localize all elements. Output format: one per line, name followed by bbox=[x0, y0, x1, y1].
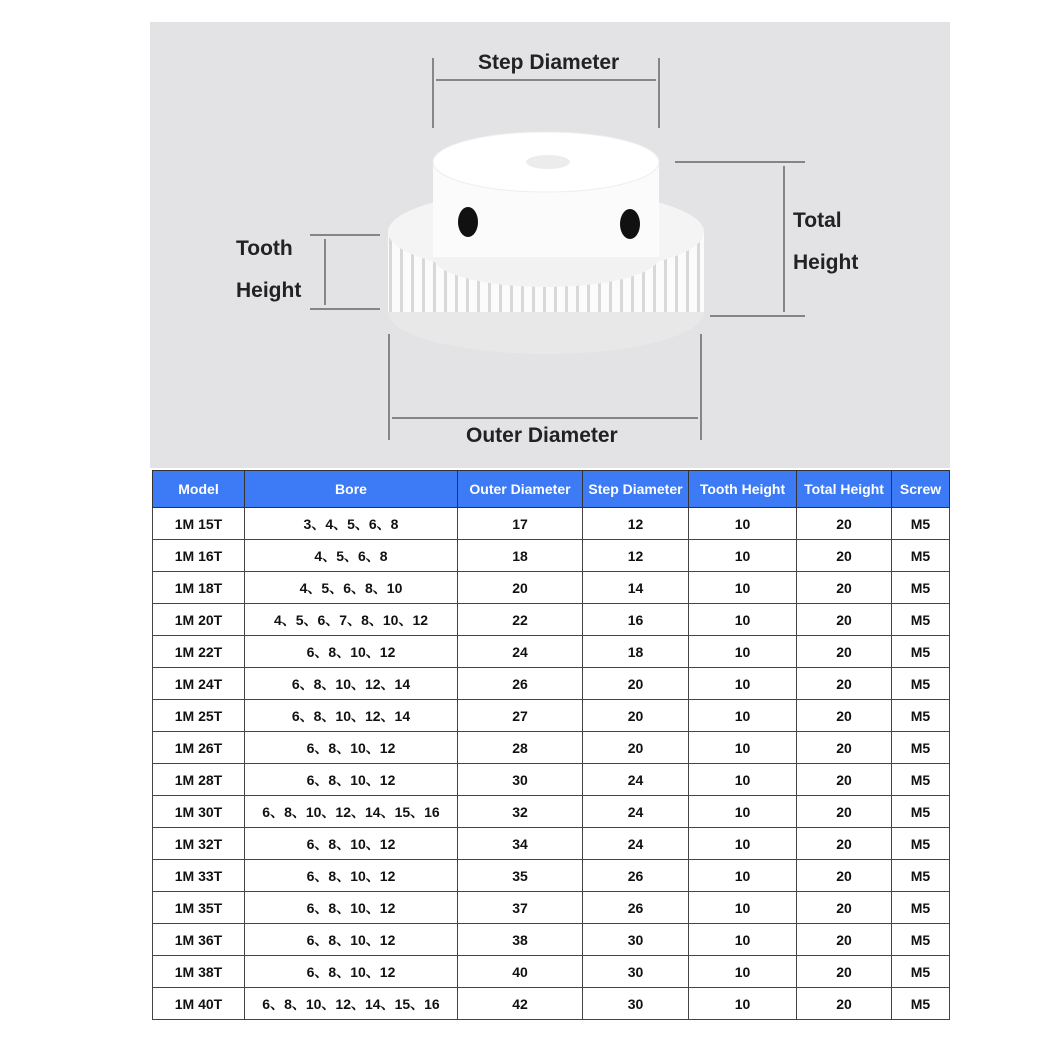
table-cell: 20 bbox=[797, 988, 892, 1020]
table-cell: 4、5、6、7、8、10、12 bbox=[245, 604, 458, 636]
table-cell: 24 bbox=[583, 828, 689, 860]
table-cell: 1M 20T bbox=[153, 604, 245, 636]
table-cell: 6、8、10、12 bbox=[245, 860, 458, 892]
table-cell: 1M 15T bbox=[153, 508, 245, 540]
table-cell: 10 bbox=[689, 956, 797, 988]
table-cell: 18 bbox=[583, 636, 689, 668]
table-cell: 20 bbox=[583, 732, 689, 764]
table-cell: 20 bbox=[797, 732, 892, 764]
table-cell: 28 bbox=[458, 732, 583, 764]
table-cell: 34 bbox=[458, 828, 583, 860]
table-cell: 10 bbox=[689, 604, 797, 636]
table-cell: 10 bbox=[689, 572, 797, 604]
column-header: Step Diameter bbox=[583, 471, 689, 508]
table-cell: 6、8、10、12、14 bbox=[245, 668, 458, 700]
table-cell: 6、8、10、12 bbox=[245, 732, 458, 764]
table-cell: 1M 33T bbox=[153, 860, 245, 892]
table-cell: 12 bbox=[583, 508, 689, 540]
table-cell: 22 bbox=[458, 604, 583, 636]
gear-icon bbox=[388, 132, 704, 354]
table-cell: 10 bbox=[689, 796, 797, 828]
table-cell: 20 bbox=[797, 828, 892, 860]
table-row bbox=[153, 604, 950, 636]
table-cell: 10 bbox=[689, 988, 797, 1020]
table-cell: M5 bbox=[892, 508, 950, 540]
table-row bbox=[153, 764, 950, 796]
table-row bbox=[153, 988, 950, 1020]
table-cell: 1M 24T bbox=[153, 668, 245, 700]
table-cell: 20 bbox=[797, 668, 892, 700]
table-cell: M5 bbox=[892, 572, 950, 604]
table-cell: 1M 26T bbox=[153, 732, 245, 764]
table-cell: 16 bbox=[583, 604, 689, 636]
table-cell: 10 bbox=[689, 892, 797, 924]
table-cell: 26 bbox=[583, 892, 689, 924]
table-cell: 6、8、10、12 bbox=[245, 828, 458, 860]
table-cell: M5 bbox=[892, 892, 950, 924]
table-cell: 26 bbox=[458, 668, 583, 700]
table-cell: 10 bbox=[689, 540, 797, 572]
table-cell: M5 bbox=[892, 604, 950, 636]
table-cell: 1M 18T bbox=[153, 572, 245, 604]
table-cell: M5 bbox=[892, 860, 950, 892]
table-cell: 10 bbox=[689, 508, 797, 540]
table-cell: 20 bbox=[797, 924, 892, 956]
column-header: Model bbox=[153, 471, 245, 508]
table-row bbox=[153, 892, 950, 924]
table-cell: 1M 32T bbox=[153, 828, 245, 860]
table-cell: 20 bbox=[797, 540, 892, 572]
table-cell: 32 bbox=[458, 796, 583, 828]
table-cell: 18 bbox=[458, 540, 583, 572]
table-cell: 35 bbox=[458, 860, 583, 892]
product-photo bbox=[150, 22, 950, 468]
column-header: Outer Diameter bbox=[458, 471, 583, 508]
table-cell: 6、8、10、12 bbox=[245, 924, 458, 956]
table-row bbox=[153, 924, 950, 956]
table-row bbox=[153, 636, 950, 668]
table-cell: 20 bbox=[797, 956, 892, 988]
table-cell: 30 bbox=[458, 764, 583, 796]
table-cell: 6、8、10、12、14、15、16 bbox=[245, 796, 458, 828]
table-cell: M5 bbox=[892, 668, 950, 700]
table-cell: 1M 36T bbox=[153, 924, 245, 956]
table-cell: 42 bbox=[458, 988, 583, 1020]
table-cell: 30 bbox=[583, 924, 689, 956]
table-cell: 20 bbox=[797, 796, 892, 828]
table-cell: 10 bbox=[689, 636, 797, 668]
table-cell: M5 bbox=[892, 636, 950, 668]
table-cell: 30 bbox=[583, 956, 689, 988]
table-cell: 6、8、10、12 bbox=[245, 764, 458, 796]
table-cell: 20 bbox=[797, 892, 892, 924]
table-row bbox=[153, 956, 950, 988]
table-cell: 24 bbox=[583, 764, 689, 796]
table-cell: 30 bbox=[583, 988, 689, 1020]
table-cell: 10 bbox=[689, 924, 797, 956]
table-row bbox=[153, 860, 950, 892]
table-cell: 20 bbox=[797, 572, 892, 604]
table-cell: M5 bbox=[892, 924, 950, 956]
table-cell: 40 bbox=[458, 956, 583, 988]
table-cell: 1M 28T bbox=[153, 764, 245, 796]
table-cell: 20 bbox=[797, 636, 892, 668]
table-cell: 20 bbox=[583, 668, 689, 700]
table-row bbox=[153, 668, 950, 700]
tooth-height-label-line2: Height bbox=[236, 279, 302, 302]
table-cell: 1M 22T bbox=[153, 636, 245, 668]
table-cell: 20 bbox=[797, 860, 892, 892]
table-cell: 6、8、10、12 bbox=[245, 892, 458, 924]
table-cell: 12 bbox=[583, 540, 689, 572]
step-diameter-label: Step Diameter bbox=[478, 51, 620, 74]
table-cell: 38 bbox=[458, 924, 583, 956]
table-cell: 3、4、5、6、8 bbox=[245, 508, 458, 540]
table-cell: 1M 40T bbox=[153, 988, 245, 1020]
table-cell: 10 bbox=[689, 860, 797, 892]
table-row bbox=[153, 732, 950, 764]
table-cell: 1M 25T bbox=[153, 700, 245, 732]
table-row bbox=[153, 796, 950, 828]
table-cell: 10 bbox=[689, 764, 797, 796]
table-cell: 20 bbox=[583, 700, 689, 732]
table-cell: 20 bbox=[797, 508, 892, 540]
column-header: Bore bbox=[245, 471, 458, 508]
table-cell: 6、8、10、12、14、15、16 bbox=[245, 988, 458, 1020]
table-cell: 10 bbox=[689, 828, 797, 860]
table-cell: 10 bbox=[689, 668, 797, 700]
table-cell: 26 bbox=[583, 860, 689, 892]
table-cell: 4、5、6、8 bbox=[245, 540, 458, 572]
table-cell: M5 bbox=[892, 796, 950, 828]
table-cell: 27 bbox=[458, 700, 583, 732]
table-cell: M5 bbox=[892, 540, 950, 572]
table-row bbox=[153, 540, 950, 572]
table-cell: 10 bbox=[689, 732, 797, 764]
table-row bbox=[153, 572, 950, 604]
table-cell: 17 bbox=[458, 508, 583, 540]
spec-table bbox=[152, 470, 950, 1020]
table-cell: M5 bbox=[892, 988, 950, 1020]
table-cell: M5 bbox=[892, 828, 950, 860]
table-row bbox=[153, 828, 950, 860]
table-header-row bbox=[153, 471, 950, 508]
table-cell: 14 bbox=[583, 572, 689, 604]
table-row bbox=[153, 700, 950, 732]
table-cell: 10 bbox=[689, 700, 797, 732]
table-cell: 20 bbox=[797, 700, 892, 732]
table-cell: 20 bbox=[458, 572, 583, 604]
table-cell: 1M 30T bbox=[153, 796, 245, 828]
table-cell: M5 bbox=[892, 764, 950, 796]
table-cell: 6、8、10、12 bbox=[245, 956, 458, 988]
total-height-label-line1: Total bbox=[793, 209, 842, 232]
table-cell: M5 bbox=[892, 956, 950, 988]
table-cell: 6、8、10、12 bbox=[245, 636, 458, 668]
table-cell: 20 bbox=[797, 764, 892, 796]
table-cell: M5 bbox=[892, 732, 950, 764]
column-header: Total Height bbox=[797, 471, 892, 508]
table-cell: 1M 35T bbox=[153, 892, 245, 924]
tooth-height-label-line1: Tooth bbox=[236, 237, 293, 260]
table-cell: 20 bbox=[797, 604, 892, 636]
table-cell: 1M 16T bbox=[153, 540, 245, 572]
table-cell: 6、8、10、12、14 bbox=[245, 700, 458, 732]
total-height-label-line2: Height bbox=[793, 251, 859, 274]
table-cell: 1M 38T bbox=[153, 956, 245, 988]
column-header: Tooth Height bbox=[689, 471, 797, 508]
column-header: Screw bbox=[892, 471, 950, 508]
table-cell: 24 bbox=[583, 796, 689, 828]
outer-diameter-label: Outer Diameter bbox=[466, 424, 618, 447]
table-cell: M5 bbox=[892, 700, 950, 732]
table-row bbox=[153, 508, 950, 540]
table-cell: 4、5、6、8、10 bbox=[245, 572, 458, 604]
table-cell: 37 bbox=[458, 892, 583, 924]
table-cell: 24 bbox=[458, 636, 583, 668]
